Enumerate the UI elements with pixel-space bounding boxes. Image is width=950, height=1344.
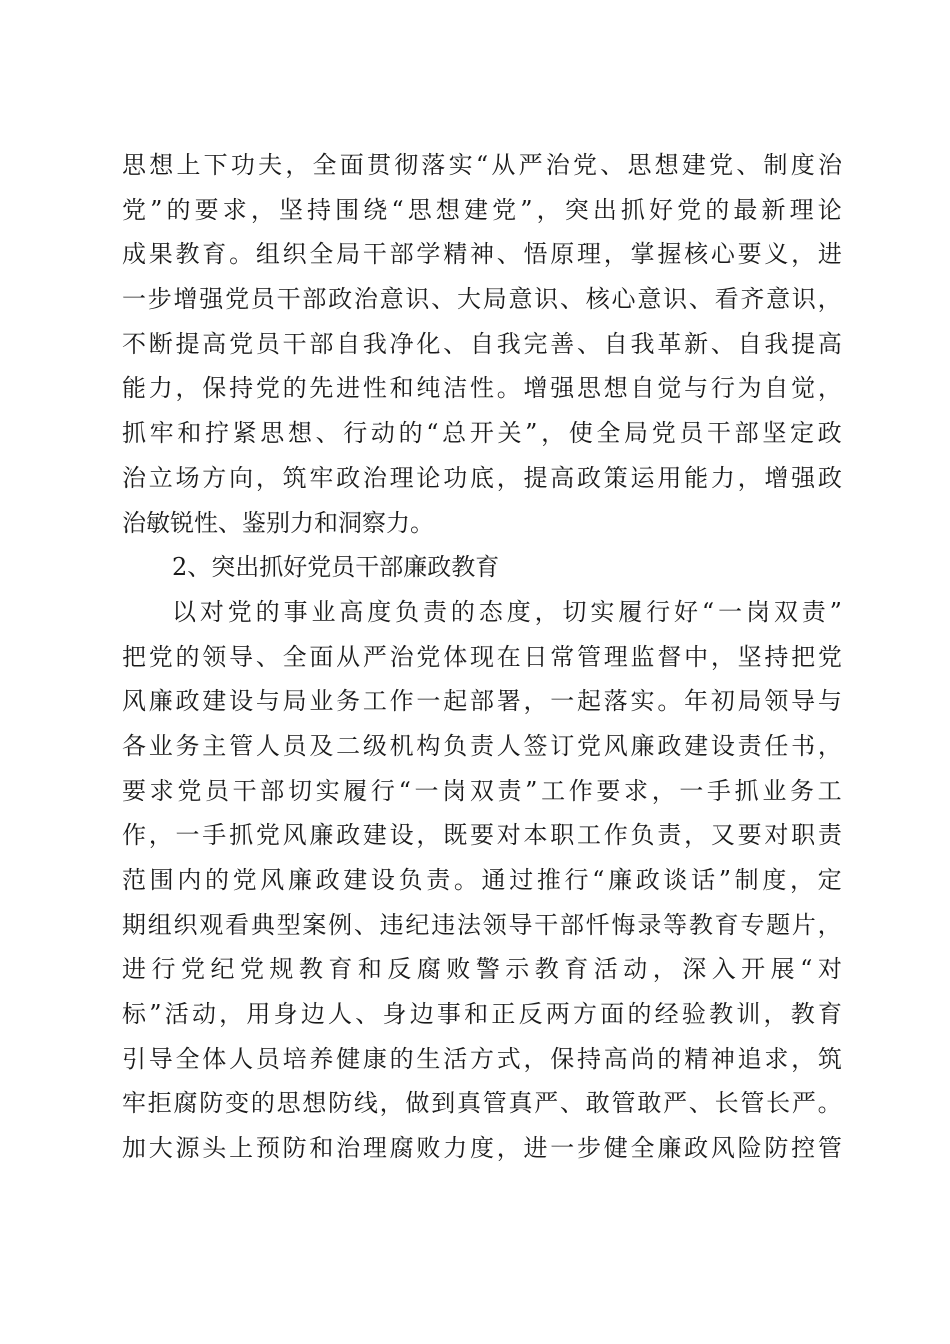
text-line: 治 立 场 方 向 ， 筑 牢 政 治 理 论 功 底 ， 提 高 政 策 运 用 能 力 ， 增 强 政 bbox=[122, 463, 842, 492]
text-line: 引 导 全 体 人 员 培 养 健 康 的 生 活 方 式 ， 保 持 高 尚 的 精 神 追 求 ， 筑 bbox=[122, 1044, 842, 1073]
body-text bbox=[122, 143, 842, 1171]
text-line: 成 果 教 育 。 组 织 全 局 干 部 学 精 神 、 悟 原 理 ， 掌 握 核 心 要 义 ， 进 bbox=[122, 240, 842, 269]
text-line: 范 围 内 的 党 风 廉 政 建 设 负 责 。 通 过 推 行 “ 廉 政 谈 话 ” 制 度 ， 定 bbox=[122, 866, 842, 894]
text-line: 不 断 提 高 党 员 干 部 自 我 净 化 、 自 我 完 善 、 自 我 革 新 、 自 我 提 高 bbox=[122, 329, 842, 358]
text-line: 加 大 源 头 上 预 防 和 治 理 腐 败 力 度 ， 进 一 步 健 全 廉 政 风 险 防 控 管 bbox=[122, 1134, 842, 1163]
text-line: 党 ” 的 要 求 ， 坚 持 围 绕 “ 思 想 建 党 ” ， 突 出 抓 好 党 的 最 新 理 论 bbox=[122, 195, 842, 224]
text-line: 期 组 织 观 看 典 型 案 例 、 违 纪 违 法 领 导 干 部 忏 悔 录 等 教 育 专 题 片 ， bbox=[122, 910, 842, 939]
text-line: 风 廉 政 建 设 与 局 业 务 工 作 一 起 部 署 ， 一 起 落 实 。 年 初 局 领 导 与 bbox=[122, 687, 842, 716]
text-line: 能 力 ， 保 持 党 的 先 进 性 和 纯 洁 性 。 增 强 思 想 自 觉 与 行 为 自 觉 ， bbox=[122, 374, 842, 403]
text-line: 以 对 党 的 事 业 高 度 负 责 的 态 度 ， 切 实 履 行 好 “ 一 岗 双 责 ” bbox=[172, 597, 842, 626]
text-line: 一 步 增 强 党 员 干 部 政 治 意 识 、 大 局 意 识 、 核 心 意 识 、 看 齐 意 识 ， bbox=[122, 285, 842, 314]
text-line: 把 党 的 领 导 、 全 面 从 严 治 党 体 现 在 日 常 管 理 监 督 中 ， 坚 持 把 党 bbox=[122, 642, 842, 671]
text-line: 牢 拒 腐 防 变 的 思 想 防 线 ， 做 到 真 管 真 严 、 敢 管 敢 严 、 长 管 长 严 。 bbox=[122, 1089, 842, 1118]
text-line: 进 行 党 纪 党 规 教 育 和 反 腐 败 警 示 教 育 活 动 ， 深 入 开 展 “ 对 bbox=[122, 955, 842, 984]
text-line: 2、突出抓好党员干部廉政教育 bbox=[172, 553, 500, 582]
text-line: 要 求 党 员 干 部 切 实 履 行 “ 一 岗 双 责 ” 工 作 要 求 ， 一 手 抓 业 务 工 bbox=[122, 776, 842, 805]
text-line: 抓 牢 和 拧 紧 思 想 、 行 动 的 “ 总 开 关 ” ， 使 全 局 党 员 干 部 坚 定 政 bbox=[122, 419, 842, 448]
text-line: 标 ” 活 动 ， 用 身 边 人 、 身 边 事 和 正 反 两 方 面 的 经 验 教 训 ， 教 育 bbox=[122, 1000, 842, 1029]
text-line: 治敏锐性、鉴别力和洞察力。 bbox=[122, 508, 434, 537]
text-line: 作 ， 一 手 抓 党 风 廉 政 建 设 ， 既 要 对 本 职 工 作 负 责 ， 又 要 对 职 责 bbox=[122, 821, 842, 850]
text-line: 思 想 上 下 功 夫 ， 全 面 贯 彻 落 实 “ 从 严 治 党 、 思 想 建 党 、 制 度 治 bbox=[122, 151, 842, 179]
text-line: 各 业 务 主 管 人 员 及 二 级 机 构 负 责 人 签 订 党 风 廉 政 建 设 责 任 书 ， bbox=[122, 731, 842, 760]
